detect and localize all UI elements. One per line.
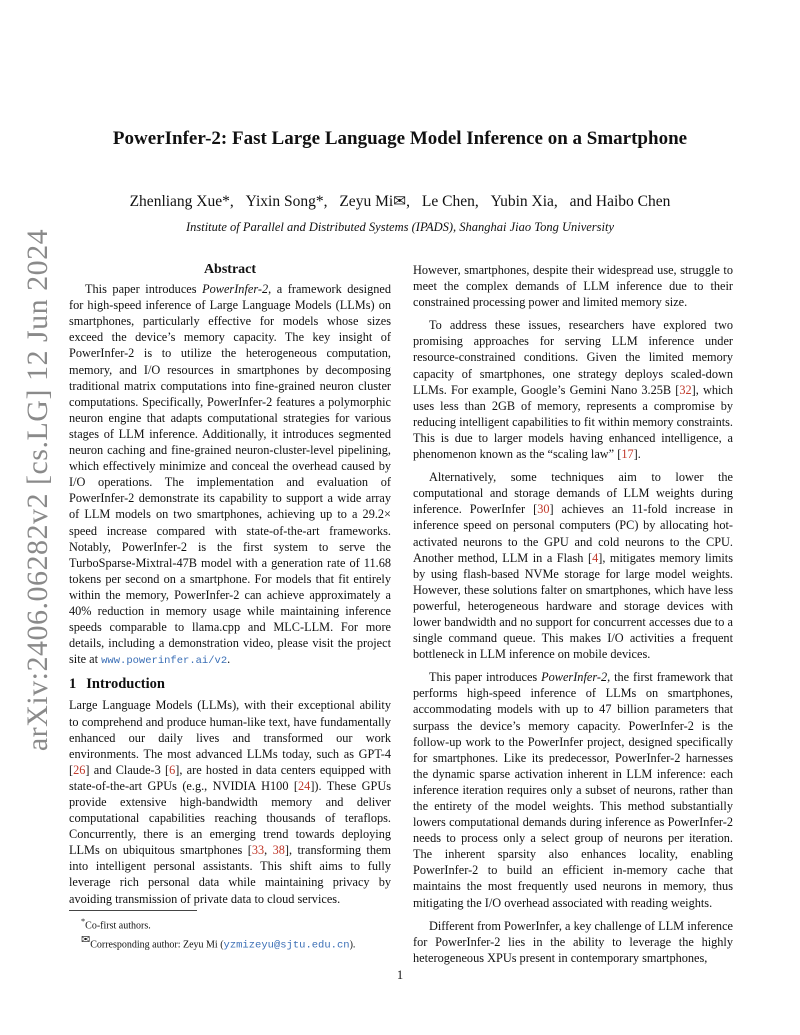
body-paragraph: Different from PowerInfer, a key challenge of LLM inference for PowerInfer-2 lies in the ability to leverage the highly heterogeneous XPUs present in contemporary smartphones, [413,918,733,965]
right-column [413,262,733,973]
page-number: 1 [396,968,404,982]
body-paragraph: To address these issues, researchers have explored two promising approaches for serving LLM inference under resource-constrained conditions. Given the limited memory capacity of smartphones, one strategy deploys scaled-down LLMs. For example, Google’s Gemini Nano 3.25B [32], which uses less than 2GB of memory, represents a compromise by reducing intelligent capabilities to fit within memory constraints. This is due to larger models having enhanced intelligence, a phenomenon known as the “scaling law” [17]. [413,318,734,462]
body-paragraph: Alternatively, some techniques aim to lower the computational and storage demands of LLM weights during inference. PowerInfer [30] achieves an 11-fold increase in inference speed on personal computers (PC) by allocating hot-activated neurons to the GPU and cold neurons to the CPU. Another method, LLM in a Flash [4], mitigates memory limits by using flash-based NVMe storage for large model weights. However, these solutions falter on smartphones, which have less powerful, heterogeneous hardware and storage devices with lower bandwidth and no support for concurrent accesses due to a single command queue. This makes I/O activities a frequent bottleneck in LLM inference on mobile devices. [413,470,734,662]
footnote-cofirst: *Co-first authors. [81,917,151,932]
abstract-paragraph: This paper introduces PowerInfer-2, a framework designed for high-speed inference of Large Language Models (LLMs) on smartphones, particularly effective for models whose sizes exceed the device’s memory capacity. The key insight of PowerInfer-2 is to utilize the heterogeneous computation, memory, and I/O resources in smartphones by decomposing traditional matrix computations into fine-grained neuron cluster computations. Specifically, PowerInfer-2 features a polymorphic neuron engine that adapts computational strategies for various stages of LLM inference. Additionally, it introduces segmented neuron caching and fine-grained neuron-cluster-level pipelining, which effectively minimize and conceal the overhead caused by I/O operations. The implementation and evaluation of PowerInfer-2 demonstrate its capability to support a wide array of LLM models on two smartphones, achieving up to a 29.2× speed increase compared with state-of-the-art frameworks. Notably, PowerInfer-2 is the first system to serve the TurboSparse-Mixtral-47B model with a generation rate of 11.68 tokens per second on a smartphone. For models that fit entirely within the memory, PowerInfer-2 can achieve approximately a 40% reduction in memory usage while maintaining inference speeds comparable to llama.cpp and MLC-LLM. For more details, including a demonstration video, please visit the project site at www.powerinfer.ai/v2. [69,282,391,668]
citation-link[interactable]: 26 [73,762,86,777]
citation-link[interactable]: 17 [621,447,634,462]
citation-link[interactable]: 6 [169,762,176,777]
citation-link[interactable]: 4 [592,550,599,565]
body-paragraph: This paper introduces PowerInfer-2, the first framework that performs high-speed inference of LLMs on smartphones, accommodating models with up to 47 billion parameters that surpass the device’s memory capacity. PowerInfer-2 is the follow-up work to the PowerInfer project, designed specifically for smartphones. Like its predecessor, PowerInfer-2 harnesses the dynamic sparse activation inherent in LLM inference: each inference iteration requires only a subset of neurons, rather than the entirety of the model weights. This method substantially lowers computational demands during inference as PowerInfer-2 needs to process only a select group of neurons per iteration. The inherent sparsity also enhances locality, enabling PowerInfer-2 to build an efficient in-memory cache that maintains the most frequently used neurons in memory, thus mitigating the I/O overhead associated with reading weights. [413,670,733,910]
author: and Haibo Chen [569,193,671,210]
citation-link[interactable]: 24 [298,778,311,793]
citation-link[interactable]: 38 [272,843,285,858]
arxiv-side-stamp [8,228,68,752]
footnote-corresponding: ✉Corresponding author: Zeyu Mi (yzmizeyu@sjtu.edu.cn). [81,934,356,952]
author: Yixin Song*, [245,193,328,210]
citation-link[interactable]: 30 [537,502,550,517]
footnotes [69,914,391,954]
intro-paragraph: Large Language Models (LLMs), with their exceptional ability to comprehend and produce human-like text, have fundamentally enhanced our daily lives and transformed our work environments. The most advanced LLMs today, such as GPT-4 [26] and Claude-3 [6], are hosted in data centers equipped with state-of-the-art GPUs (e.g., NVIDIA H100 [24]). These GPUs provide extensive high-bandwidth memory and deliver computational capabilities reaching thousands of teraflops. Concurrently, there is an emerging trend towards deploying LLMs on ubiquitous smartphones [33, 38], transforming them into intelligent personal assistants. This shift aims to fully leverage rich personal data while maintaining privacy by avoiding transmission of private data to cloud services. [69,698,391,906]
abstract-heading: Abstract [203,262,257,277]
author: Yubin Xia, [490,193,558,210]
citation-link[interactable]: 33 [251,843,265,858]
email-link[interactable]: yzmizeyu@sjtu.edu.cn [223,939,350,952]
body-paragraph: However, smartphones, despite their widespread use, struggle to meet the complex demands of LLM inference due to their constrained processing power and limited memory size. [413,263,733,310]
author-list [0,192,800,211]
author: Zhenliang Xue*, [129,193,234,210]
project-site-link[interactable]: www.powerinfer.ai/v2 [101,655,228,668]
citation-link[interactable]: 32 [679,382,692,397]
author: Le Chen, [421,193,479,210]
author: Zeyu Mi✉, [339,193,411,210]
left-column [69,262,391,914]
paper-title: PowerInfer-2: Fast Large Language Model Inference on a Smartphone [112,128,688,149]
arxiv-identifier: arXiv:2406.06282v2 [cs.LG] 12 Jun 2024 [21,228,54,752]
envelope-icon: ✉ [81,934,91,947]
footnote-rule [69,910,197,911]
section-heading-introduction: 1 Introduction [69,676,165,693]
affiliation: Institute of Parallel and Distributed Systems (IPADS), Shanghai Jiao Tong University [185,220,615,234]
